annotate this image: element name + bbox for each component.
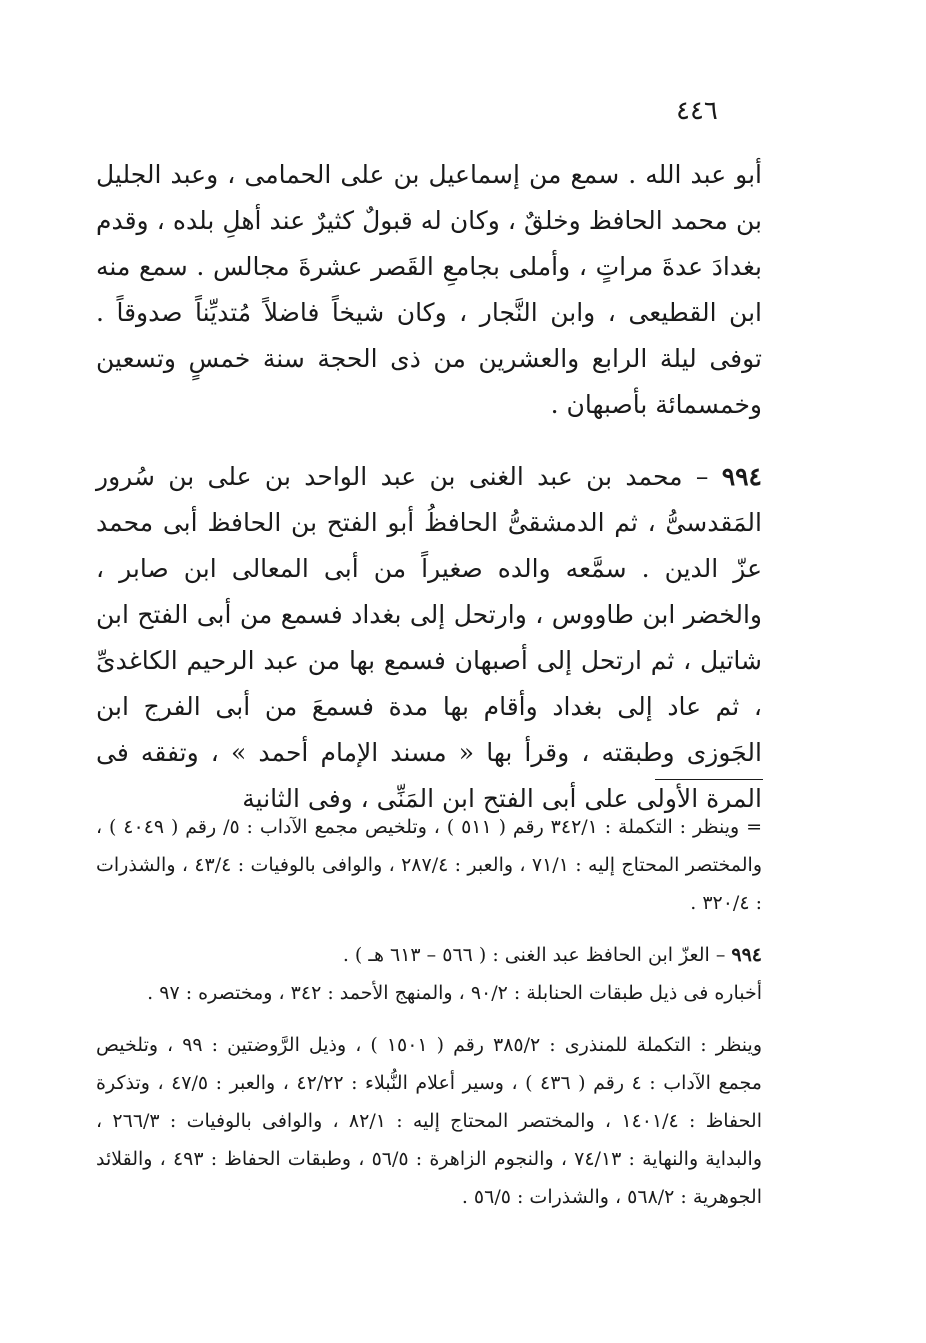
footnote-divider — [655, 779, 763, 780]
main-text — [96, 152, 762, 822]
paragraph-entry — [96, 454, 762, 822]
paragraph-continued: أبو عبد الله . سمع من إسماعيل بن على الحمامى ، وعبد الجليل بن محمد الحافظ وخلقٌ ، وكان له قبولٌ كثيرٌ عند أهلِ بلده ، وقدم بغدادَ عدةَ مراتٍ ، وأملى بجامعِ القَصر عشرةَ مجالس . سمع منه ابن القطيعى ، وابن النَّجار ، وكان شيخاً فاضلاً مُتديِّناً صدوقاً . توفى ليلة الرابع والعشرين من ذى الحجة سنة خمسٍ وتسعين وخمسمائة بأصبهان . — [96, 160, 762, 419]
footnote-entry-title — [96, 936, 762, 974]
footnote-entry-heading: – العزّ ابن الحافظ عبد الغنى : ( ٥٦٦ – ٦١٣ هـ ) . — [342, 944, 732, 966]
footnote-references: وينظر : التكملة للمنذرى : ٣٨٥/٢ رقم ( ١٥٠١ ) ، وذيل الرَّوضتين : ٩٩ ، وتلخيص مجمع الآداب : ٤ رقم ( ٤٣٦ ) ، وسير أعلام النُّبلاء : ٤٢/٢٢ ، والعبر : ٤٧/٥ ، وتذكرة الحفاظ : ١٤٠١/٤ ، والمختصر المحتاج إليه : ٨٢/١ ، والوافى بالوفيات : ٢٦٦/٣ ، والبداية والنهاية : ٧٤/١٣ ، والنجوم الزاهرة : ٥٦/٥ ، وطبقات الحفاظ : ٤٩٣ ، والقلائد الجوهرية : ٥٦٨/٢ ، والشذرات : ٥٦/٥ . — [96, 1034, 762, 1208]
entry-number: ٩٩٤ — [721, 462, 762, 491]
entry-body: – محمد بن عبد الغنى بن عبد الواحد بن على بن سُرور المَقدسىُّ ، ثم الدمشقىُّ الحافظُ أبو الفتح بن الحافظ أبى محمد عزّ الدين . سمَّعه والده صغيراً من أبى المعالى ابن صابر ، والخضر ابن طاووس ، وارتحل إلى بغداد فسمع من أبى الفتح ابن شاتيل ، ثم ارتحل إلى أصبهان فسمع بها من عبد الرحيم الكاغدىِّ ، ثم عاد إلى بغداد وأقام بها مدة فسمعَ من أبى الفرج ابن الجَوزى وطبقته ، وقرأ بها « مسند الإمام أحمد » ، وتفقه فى المرة الأولى على أبى الفتح ابن المَنِّى ، وفى الثانية — [96, 462, 762, 813]
footnotes — [96, 808, 762, 1216]
footnote-continued: = وينظر : التكملة : ٣٤٢/١ رقم ( ٥١١ ) ، وتلخيص مجمع الآداب : ٥/ رقم ( ٤٠٤٩ ) ، والمختصر المحتاج إليه : ٧١/١ ، والعبر : ٢٨٧/٤ ، والوافى بالوفيات : ٤٣/٤ ، والشذرات : ٣٢٠/٤ . — [96, 816, 763, 914]
footnote-akhbar: أخباره فى ذيل طبقات الحنابلة : ٩٠/٢ ، والمنهج الأحمد : ٣٤٢ ، ومختصره : ٩٧ . — [147, 982, 762, 1004]
footnote-entry-number: ٩٩٤ — [731, 944, 762, 966]
page-number: ٤٤٦ — [676, 96, 718, 126]
